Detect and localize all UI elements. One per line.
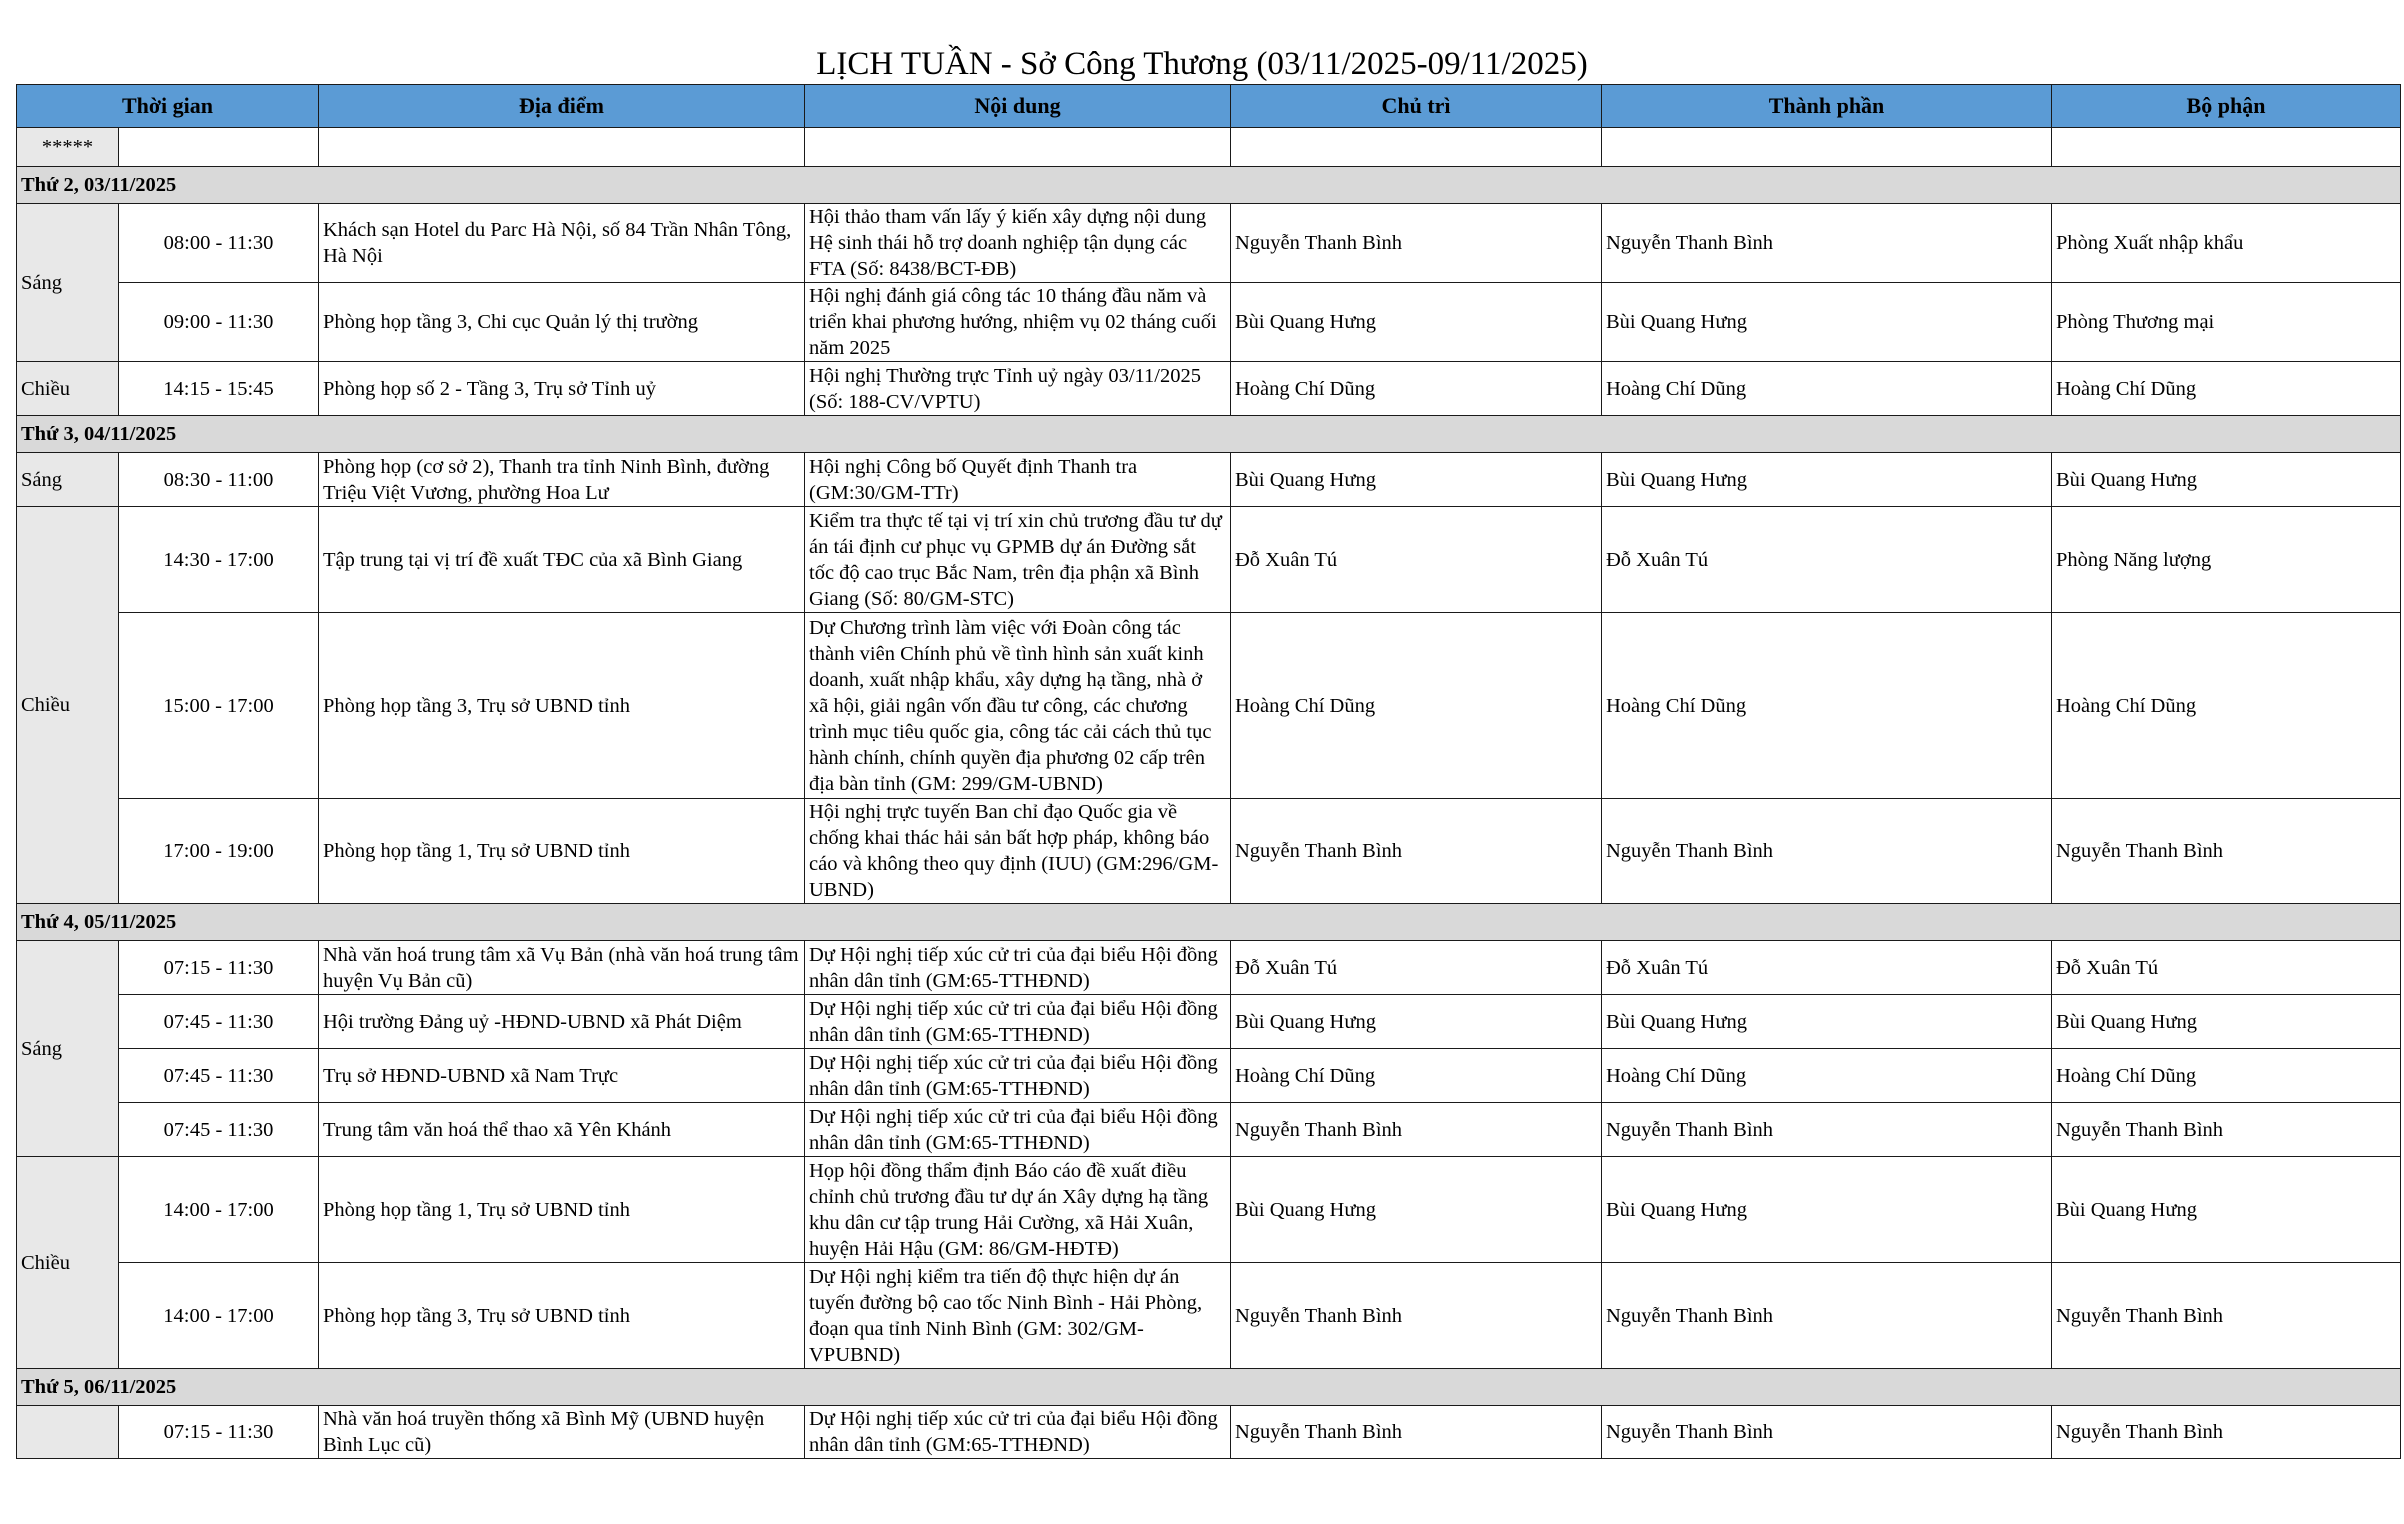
content-cell: Dự Hội nghị tiếp xúc cử tri của đại biểu Hội đồng nhân dân tỉnh (GM:65-TTHĐND) xyxy=(805,1406,1231,1459)
chair-cell: Nguyễn Thanh Bình xyxy=(1231,799,1602,904)
content-cell: Hội nghị Thường trực Tỉnh uỷ ngày 03/11/2025 (Số: 188-CV/VPTU) xyxy=(805,362,1231,416)
members-cell: Nguyễn Thanh Bình xyxy=(1602,799,2052,904)
chair-cell: Nguyễn Thanh Bình xyxy=(1231,1103,1602,1157)
event-row xyxy=(17,1049,2401,1103)
event-row xyxy=(17,799,2401,904)
content-cell: Dự Hội nghị kiểm tra tiến độ thực hiện dự án tuyến đường bộ cao tốc Ninh Bình - Hải Phòng, đoạn qua tỉnh Ninh Bình (GM: 302/GM-VPUBND) xyxy=(805,1263,1231,1369)
chair-cell: Bùi Quang Hưng xyxy=(1231,283,1602,362)
members-cell: Nguyễn Thanh Bình xyxy=(1602,1103,2052,1157)
content-cell: Dự Hội nghị tiếp xúc cử tri của đại biểu Hội đồng nhân dân tỉnh (GM:65-TTHĐND) xyxy=(805,1103,1231,1157)
content-cell: Hội nghị trực tuyến Ban chỉ đạo Quốc gia về chống khai thác hải sản bất hợp pháp, không báo cáo và không theo quy định (IUU) (GM:296/GM-UBND) xyxy=(805,799,1231,904)
place-cell: Khách sạn Hotel du Parc Hà Nội, số 84 Trần Nhân Tông, Hà Nội xyxy=(319,204,805,283)
dept-cell: Nguyễn Thanh Bình xyxy=(2052,1103,2401,1157)
schedule-table xyxy=(16,84,2401,1459)
place-cell: Hội trường Đảng uỷ -HĐND-UBND xã Phát Diệm xyxy=(319,995,805,1049)
session-label: Sáng xyxy=(17,204,119,362)
content-cell: Dự Hội nghị tiếp xúc cử tri của đại biểu Hội đồng nhân dân tỉnh (GM:65-TTHĐND) xyxy=(805,1049,1231,1103)
event-row xyxy=(17,1406,2401,1459)
place-cell: Phòng họp (cơ sở 2), Thanh tra tỉnh Ninh Bình, đường Triệu Việt Vương, phường Hoa Lư xyxy=(319,453,805,507)
event-row xyxy=(17,1263,2401,1369)
time-cell: 07:15 - 11:30 xyxy=(119,941,319,995)
col-header-place: Địa điểm xyxy=(319,85,805,128)
session-label: Sáng xyxy=(17,941,119,1157)
place-cell: Phòng họp số 2 - Tầng 3, Trụ sở Tỉnh uỷ xyxy=(319,362,805,416)
chair-cell: Đỗ Xuân Tú xyxy=(1231,941,1602,995)
chair-cell: Bùi Quang Hưng xyxy=(1231,995,1602,1049)
chair-cell: Bùi Quang Hưng xyxy=(1231,1157,1602,1263)
content-cell: Dự Hội nghị tiếp xúc cử tri của đại biểu Hội đồng nhân dân tỉnh (GM:65-TTHĐND) xyxy=(805,941,1231,995)
chair-cell: Nguyễn Thanh Bình xyxy=(1231,1263,1602,1369)
day-label: Thứ 2, 03/11/2025 xyxy=(17,167,2401,204)
dept-cell: Bùi Quang Hưng xyxy=(2052,453,2401,507)
event-row xyxy=(17,941,2401,995)
content-cell: Hội nghị đánh giá công tác 10 tháng đầu năm và triển khai phương hướng, nhiệm vụ 02 tháng cuối năm 2025 xyxy=(805,283,1231,362)
session-label xyxy=(17,1406,119,1459)
place-cell: Phòng họp tầng 1, Trụ sở UBND tỉnh xyxy=(319,1157,805,1263)
chair-cell: Hoàng Chí Dũng xyxy=(1231,613,1602,799)
place-cell: Trụ sở HĐND-UBND xã Nam Trực xyxy=(319,1049,805,1103)
content-cell: Dự Hội nghị tiếp xúc cử tri của đại biểu Hội đồng nhân dân tỉnh (GM:65-TTHĐND) xyxy=(805,995,1231,1049)
placeholder-cell: ***** xyxy=(17,128,119,167)
col-header-dept: Bộ phận xyxy=(2052,85,2401,128)
event-row xyxy=(17,613,2401,799)
members-cell: Bùi Quang Hưng xyxy=(1602,453,2052,507)
content-cell: Hội thảo tham vấn lấy ý kiến xây dựng nội dung Hệ sinh thái hỗ trợ doanh nghiệp tận dụng các FTA (Số: 8438/BCT-ĐB) xyxy=(805,204,1231,283)
content-cell: Dự Chương trình làm việc với Đoàn công tác thành viên Chính phủ về tình hình sản xuất kinh doanh, xuất nhập khẩu, xây dựng hạ tầng, nhà ở xã hội, giải ngân vốn đầu tư công, các chương trình mục tiêu quốc gia, công tác cải cách thủ tục hành chính, chính quyền địa phương 02 cấp trên địa bàn tỉnh (GM: 299/GM-UBND) xyxy=(805,613,1231,799)
members-cell: Nguyễn Thanh Bình xyxy=(1602,1406,2052,1459)
time-cell: 07:45 - 11:30 xyxy=(119,995,319,1049)
chair-cell: Nguyễn Thanh Bình xyxy=(1231,1406,1602,1459)
time-cell: 08:30 - 11:00 xyxy=(119,453,319,507)
col-header-content: Nội dung xyxy=(805,85,1231,128)
day-label: Thứ 5, 06/11/2025 xyxy=(17,1369,2401,1406)
members-cell: Hoàng Chí Dũng xyxy=(1602,362,2052,416)
members-cell: Bùi Quang Hưng xyxy=(1602,995,2052,1049)
place-cell: Nhà văn hoá trung tâm xã Vụ Bản (nhà văn hoá trung tâm huyện Vụ Bản cũ) xyxy=(319,941,805,995)
chair-cell: Hoàng Chí Dũng xyxy=(1231,1049,1602,1103)
place-cell: Phòng họp tầng 3, Chi cục Quản lý thị trường xyxy=(319,283,805,362)
time-cell: 08:00 - 11:30 xyxy=(119,204,319,283)
members-cell: Bùi Quang Hưng xyxy=(1602,283,2052,362)
placeholder-row xyxy=(17,128,2401,167)
day-label: Thứ 4, 05/11/2025 xyxy=(17,904,2401,941)
session-label: Sáng xyxy=(17,453,119,507)
event-row xyxy=(17,362,2401,416)
members-cell: Bùi Quang Hưng xyxy=(1602,1157,2052,1263)
time-cell: 07:45 - 11:30 xyxy=(119,1103,319,1157)
event-row xyxy=(17,453,2401,507)
session-label: Chiều xyxy=(17,362,119,416)
header-row xyxy=(17,85,2401,128)
session-label: Chiều xyxy=(17,507,119,904)
dept-cell: Hoàng Chí Dũng xyxy=(2052,1049,2401,1103)
event-row xyxy=(17,1103,2401,1157)
content-cell: Họp hội đồng thẩm định Báo cáo đề xuất điều chỉnh chủ trương đầu tư dự án Xây dựng hạ tầng khu dân cư tập trung Hải Cường, xã Hải Xuân, huyện Hải Hậu (GM: 86/GM-HĐTĐ) xyxy=(805,1157,1231,1263)
day-label: Thứ 3, 04/11/2025 xyxy=(17,416,2401,453)
chair-cell: Nguyễn Thanh Bình xyxy=(1231,204,1602,283)
dept-cell: Phòng Xuất nhập khẩu xyxy=(2052,204,2401,283)
dept-cell: Nguyễn Thanh Bình xyxy=(2052,1406,2401,1459)
dept-cell: Nguyễn Thanh Bình xyxy=(2052,1263,2401,1369)
event-row xyxy=(17,204,2401,283)
col-header-chair: Chủ trì xyxy=(1231,85,1602,128)
place-cell: Tập trung tại vị trí đề xuất TĐC của xã Bình Giang xyxy=(319,507,805,613)
dept-cell: Hoàng Chí Dũng xyxy=(2052,362,2401,416)
event-row xyxy=(17,995,2401,1049)
dept-cell: Hoàng Chí Dũng xyxy=(2052,613,2401,799)
dept-cell: Nguyễn Thanh Bình xyxy=(2052,799,2401,904)
members-cell: Hoàng Chí Dũng xyxy=(1602,613,2052,799)
place-cell: Nhà văn hoá truyền thống xã Bình Mỹ (UBND huyện Bình Lục cũ) xyxy=(319,1406,805,1459)
dept-cell: Phòng Thương mại xyxy=(2052,283,2401,362)
time-cell: 07:45 - 11:30 xyxy=(119,1049,319,1103)
members-cell: Nguyễn Thanh Bình xyxy=(1602,204,2052,283)
time-cell: 17:00 - 19:00 xyxy=(119,799,319,904)
chair-cell: Đỗ Xuân Tú xyxy=(1231,507,1602,613)
dept-cell: Đỗ Xuân Tú xyxy=(2052,941,2401,995)
place-cell: Trung tâm văn hoá thể thao xã Yên Khánh xyxy=(319,1103,805,1157)
time-cell: 15:00 - 17:00 xyxy=(119,613,319,799)
day-row xyxy=(17,416,2401,453)
col-header-members: Thành phần xyxy=(1602,85,2052,128)
day-row xyxy=(17,1369,2401,1406)
time-cell: 14:30 - 17:00 xyxy=(119,507,319,613)
day-row xyxy=(17,167,2401,204)
session-label: Chiều xyxy=(17,1157,119,1369)
time-cell: 14:00 - 17:00 xyxy=(119,1263,319,1369)
dept-cell: Bùi Quang Hưng xyxy=(2052,995,2401,1049)
members-cell: Nguyễn Thanh Bình xyxy=(1602,1263,2052,1369)
page-title: LỊCH TUẦN - Sở Công Thương (03/11/2025-09/11/2025) xyxy=(816,46,1588,82)
time-cell: 14:15 - 15:45 xyxy=(119,362,319,416)
dept-cell: Bùi Quang Hưng xyxy=(2052,1157,2401,1263)
event-row xyxy=(17,507,2401,613)
chair-cell: Hoàng Chí Dũng xyxy=(1231,362,1602,416)
time-cell: 14:00 - 17:00 xyxy=(119,1157,319,1263)
members-cell: Đỗ Xuân Tú xyxy=(1602,507,2052,613)
event-row xyxy=(17,1157,2401,1263)
content-cell: Kiểm tra thực tế tại vị trí xin chủ trương đầu tư dự án tái định cư phục vụ GPMB dự án Đường sắt tốc độ cao trục Bắc Nam, trên địa phận xã Bình Giang (Số: 80/GM-STC) xyxy=(805,507,1231,613)
time-cell: 09:00 - 11:30 xyxy=(119,283,319,362)
dept-cell: Phòng Năng lượng xyxy=(2052,507,2401,613)
day-row xyxy=(17,904,2401,941)
place-cell: Phòng họp tầng 3, Trụ sở UBND tỉnh xyxy=(319,1263,805,1369)
event-row xyxy=(17,283,2401,362)
chair-cell: Bùi Quang Hưng xyxy=(1231,453,1602,507)
place-cell: Phòng họp tầng 3, Trụ sở UBND tỉnh xyxy=(319,613,805,799)
place-cell: Phòng họp tầng 1, Trụ sở UBND tỉnh xyxy=(319,799,805,904)
content-cell: Hội nghị Công bố Quyết định Thanh tra (GM:30/GM-TTr) xyxy=(805,453,1231,507)
members-cell: Đỗ Xuân Tú xyxy=(1602,941,2052,995)
col-header-time: Thời gian xyxy=(17,85,319,128)
time-cell: 07:15 - 11:30 xyxy=(119,1406,319,1459)
members-cell: Hoàng Chí Dũng xyxy=(1602,1049,2052,1103)
